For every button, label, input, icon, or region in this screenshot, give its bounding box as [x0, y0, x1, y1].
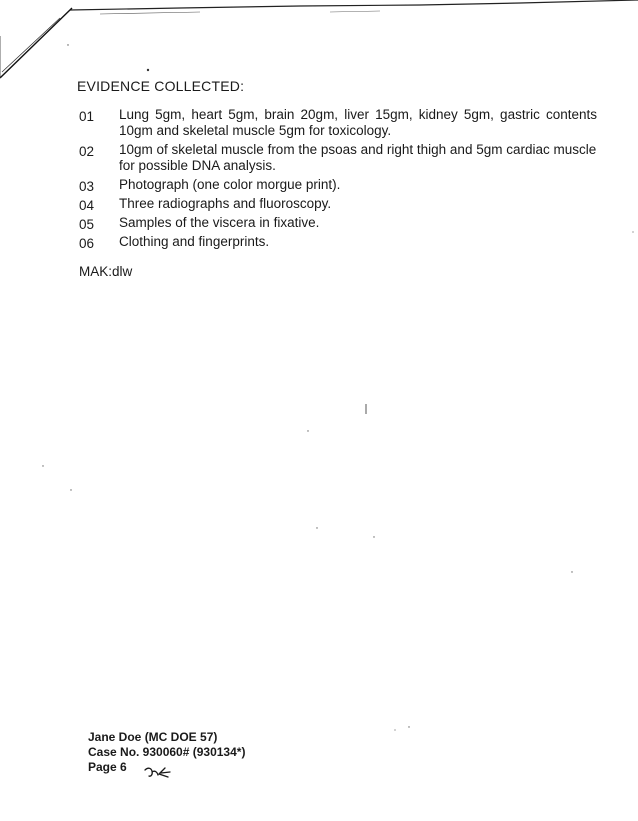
item-text: Lung 5gm, heart 5gm, brain 20gm, liver 15gm, kidney 5gm, gastric contents 10gm and skeletal muscle 5gm for toxicology.	[119, 107, 597, 138]
evidence-heading: EVIDENCE COLLECTED:	[77, 78, 245, 94]
item-number: 01	[79, 109, 95, 124]
item-text: Photograph (one color morgue print).	[119, 177, 341, 192]
evidence-item	[77, 142, 597, 174]
item-text: Samples of the viscera in fixative.	[119, 215, 320, 230]
item-text: 10gm of skeletal muscle from the psoas and right thigh and 5gm cardiac muscle for possible DNA analysis.	[119, 142, 597, 173]
item-number: 04	[79, 198, 95, 213]
evidence-list	[77, 107, 597, 253]
footer-page-number: Page 6	[88, 760, 127, 774]
handwritten-initials	[143, 762, 173, 782]
evidence-item	[77, 234, 597, 250]
author-initials: MAK:dlw	[79, 264, 133, 279]
item-number: 03	[79, 179, 95, 194]
footer-case-name: Jane Doe (MC DOE 57)	[88, 730, 218, 744]
footer-case-number: Case No. 930060# (930134*)	[88, 745, 246, 759]
evidence-item	[77, 177, 597, 193]
evidence-item	[77, 215, 597, 231]
evidence-item	[77, 107, 597, 139]
item-number: 02	[79, 144, 95, 159]
item-number: 05	[79, 217, 95, 232]
item-text: Clothing and fingerprints.	[119, 234, 270, 249]
item-text: Three radiographs and fluoroscopy.	[119, 196, 332, 211]
evidence-item	[77, 196, 597, 212]
item-number: 06	[79, 236, 95, 251]
